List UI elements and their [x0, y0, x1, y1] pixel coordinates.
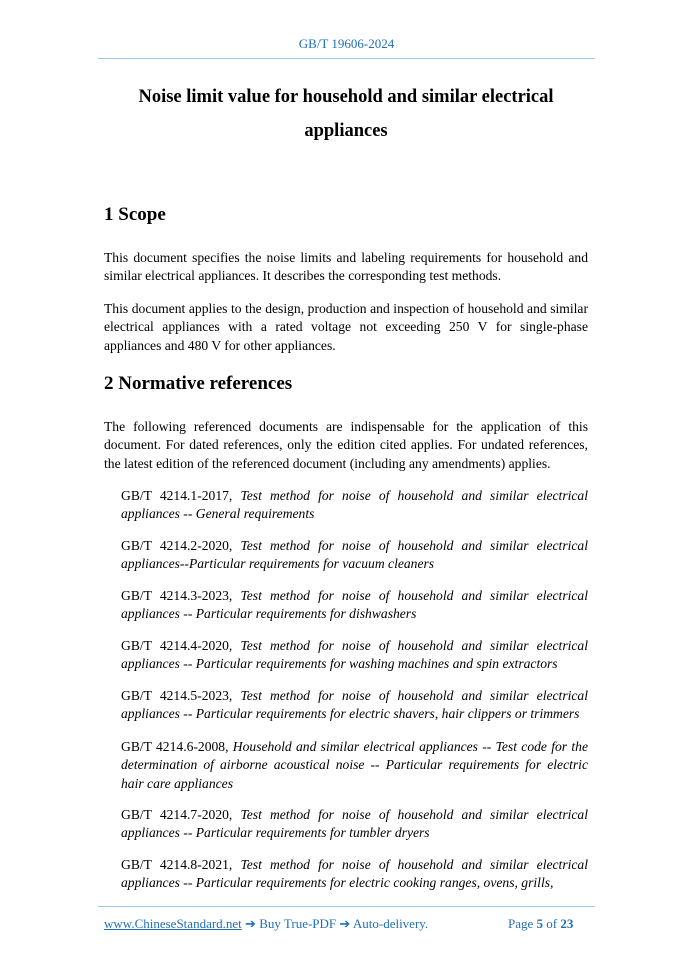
reference-item: [121, 537, 588, 574]
reference-item: [121, 806, 588, 843]
page-of: of: [546, 916, 558, 931]
reference-item: [121, 687, 588, 724]
reference-item: [121, 856, 588, 893]
arrow-icon: ➔: [339, 916, 351, 931]
header-divider: [98, 58, 595, 59]
title-line-1: Noise limit value for household and similar electrical: [138, 87, 554, 107]
reference-code: GB/T 4214.1-2017,: [121, 488, 233, 503]
reference-code: GB/T 4214.5-2023,: [121, 688, 233, 703]
reference-item: [121, 738, 588, 793]
reference-title: Test method for noise of household and similar electrical appliances -- Particular requirements for tumbler dryers: [121, 807, 588, 841]
document-title: [104, 80, 588, 148]
reference-item: [121, 587, 588, 624]
footer-divider: [98, 906, 595, 907]
section-heading-scope: 1 Scope: [104, 204, 166, 225]
title-line-2: appliances: [304, 121, 388, 141]
reference-title: Test method for noise of household and similar electrical appliances -- General requirements: [121, 488, 588, 522]
scope-paragraph: This document applies to the design, production and inspection of household and similar electrical appliances with a rated voltage not exceeding 250 V for single-phase appliances and 480 V for other appliances.: [104, 301, 588, 353]
reference-title: Test method for noise of household and similar electrical appliances -- Particular requirements for electric shavers, hair clippers or trimmers: [121, 688, 588, 722]
reference-title: Test method for noise of household and similar electrical appliances -- Particular requirements for electric cooking ranges, ovens, grills,: [121, 857, 588, 891]
references-intro: The following referenced documents are indispensable for the application of this document. For dated references, only the edition cited applies. For undated references, the latest edition of the referenced document (including any amendments) applies.: [104, 419, 588, 471]
scope-paragraph: This document specifies the noise limits and labeling requirements for household and similar electrical appliances. It describes the corresponding test methods.: [104, 250, 588, 284]
reference-item: [121, 487, 588, 524]
buy-pdf-link[interactable]: Buy True-PDF: [259, 916, 337, 931]
section-heading-normative-references: 2 Normative references: [104, 373, 293, 394]
auto-delivery-text: Auto-delivery.: [352, 916, 429, 931]
arrow-icon: ➔: [245, 916, 256, 931]
page-label: Page: [508, 916, 534, 931]
reference-code: GB/T 4214.7-2020,: [121, 807, 233, 822]
reference-code: GB/T 4214.2-2020,: [121, 538, 233, 553]
reference-code: GB/T 4214.6-2008,: [121, 739, 229, 754]
page-current: 5: [536, 916, 544, 931]
page-header: [0, 36, 693, 52]
reference-title: Test method for noise of household and similar electrical appliances -- Particular requirements for dishwashers: [121, 588, 588, 622]
site-link[interactable]: www.ChineseStandard.net: [104, 916, 242, 931]
reference-title: Test method for noise of household and similar electrical appliances -- Particular requirements for washing machines and spin extractors: [121, 638, 588, 672]
page-number: [508, 916, 592, 932]
reference-code: GB/T 4214.3-2023,: [121, 588, 233, 603]
reference-code: GB/T 4214.4-2020,: [121, 638, 233, 653]
page-total: 23: [560, 916, 574, 931]
reference-title: Household and similar electrical appliances -- Test code for the determination of airborne acoustical noise -- Particular requirements for electric hair care appliances: [121, 739, 588, 791]
standard-code: GB/T 19606-2024: [298, 36, 395, 51]
reference-title: Test method for noise of household and similar electrical appliances--Particular requirements for vacuum cleaners: [121, 538, 588, 572]
footer-links: [104, 916, 428, 932]
reference-item: [121, 637, 588, 674]
reference-code: GB/T 4214.8-2021,: [121, 857, 233, 872]
